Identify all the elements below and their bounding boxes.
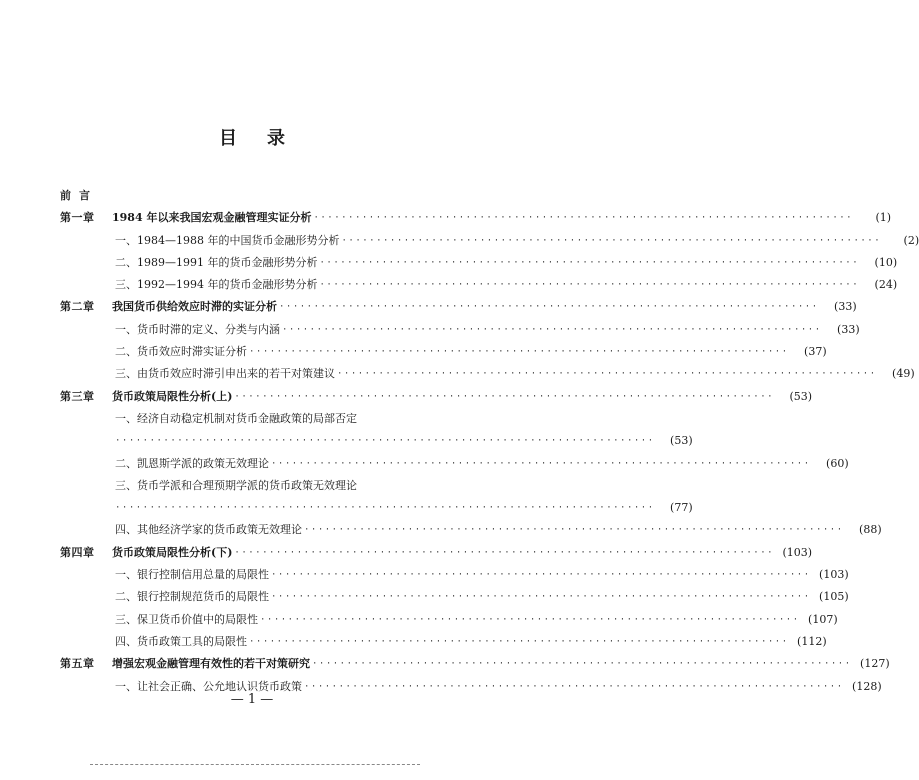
table-of-contents xyxy=(60,185,919,698)
section-title: 四、货币政策工具的局限性 xyxy=(115,634,247,648)
chapter-label: 第三章 xyxy=(60,389,95,403)
chapter-title: 增强宏观金融管理有效性的若干对策研究 xyxy=(112,657,310,671)
chapter-label: 第五章 xyxy=(60,657,95,671)
section-title: 二、银行控制规范货币的局限性 xyxy=(115,590,269,604)
page-ref: (77) xyxy=(670,501,693,515)
section-title: 一、银行控制信用总量的局限性 xyxy=(115,568,269,582)
dot-leader: ·············································································· xyxy=(337,369,877,380)
dot-leader: ·············································································· xyxy=(260,614,800,625)
page-ref: (2) xyxy=(903,233,919,247)
toc-entry xyxy=(60,497,693,519)
page-ref: (49) xyxy=(892,367,915,381)
chapter-title: 我国货币供给效应时滞的实证分析 xyxy=(112,300,277,314)
toc-entry xyxy=(60,252,898,274)
page-ref: (105) xyxy=(819,590,849,604)
dot-leader: ·············································································· xyxy=(319,257,860,268)
toc-entry xyxy=(60,475,438,497)
section-title: 二、货币效应时滞实证分析 xyxy=(115,345,247,359)
page-ref: (107) xyxy=(808,612,838,626)
dot-leader: ·············································································· xyxy=(279,302,819,313)
chapter-label: 第二章 xyxy=(60,300,95,314)
section-title: 三、货币学派和合理预期学派的货币政策无效理论 xyxy=(115,478,357,492)
toc-entry xyxy=(60,341,827,363)
page-ref: (103) xyxy=(782,545,813,559)
section-title: 二、凯恩斯学派的政策无效理论 xyxy=(115,456,269,470)
scan-edge-rule xyxy=(90,764,420,765)
page-ref: (127) xyxy=(860,657,890,671)
page-ref: (103) xyxy=(819,568,849,582)
preface-label: 前言 xyxy=(60,189,98,202)
toc-entry xyxy=(60,542,813,564)
section-title: 一、货币时滞的定义、分类与内涵 xyxy=(115,322,280,336)
section-title: 一、经济自动稳定机制对货币金融政策的局部否定 xyxy=(115,411,357,425)
section-title: 四、其他经济学家的货币政策无效理论 xyxy=(115,523,302,537)
page-title xyxy=(0,124,504,150)
dot-leader: ·············································································· xyxy=(319,280,860,291)
section-title: 三、由货币效应时滞引申出来的若干对策建议 xyxy=(115,367,335,381)
dot-leader: ·············································································· xyxy=(234,391,775,402)
toc-entry xyxy=(60,386,813,408)
page-ref: (33) xyxy=(834,300,857,314)
chapter-label: 第一章 xyxy=(60,211,95,225)
section-title: 三、1992—1994 年的货币金融形势分析 xyxy=(115,278,318,292)
dot-leader: ·············································································· xyxy=(341,235,882,246)
chapter-title: 货币政策局限性分析(下) xyxy=(112,545,233,559)
toc-entry xyxy=(60,363,915,385)
page-ref: (88) xyxy=(859,523,882,537)
dot-leader: ·············································································· xyxy=(304,681,844,692)
page-ref: (128) xyxy=(852,679,882,693)
dot-leader: ·············································································· xyxy=(271,592,811,603)
dot-leader: ·············································································· xyxy=(115,503,655,514)
toc-entry xyxy=(60,519,882,541)
chapter-title: 货币政策局限性分析(上) xyxy=(112,389,233,403)
title-char-1: 目 xyxy=(219,128,237,149)
dot-leader: ·············································································· xyxy=(249,636,789,647)
toc-entry xyxy=(60,631,827,653)
toc-entry xyxy=(60,230,919,252)
page-ref: (37) xyxy=(804,345,827,359)
dot-leader: ·············································································· xyxy=(271,570,811,581)
page-ref: (1) xyxy=(875,211,892,225)
dot-leader: ·············································································· xyxy=(234,547,775,558)
toc-entry xyxy=(60,185,438,207)
page-ref: (33) xyxy=(837,322,860,336)
page-ref: (60) xyxy=(826,456,849,470)
toc-entry xyxy=(60,319,860,341)
chapter-title: 1984 年以来我国宏观金融管理实证分析 xyxy=(112,211,312,225)
dot-leader: ·············································································· xyxy=(249,347,789,358)
toc-entry xyxy=(60,274,898,296)
section-title: 二、1989—1991 年的货币金融形势分析 xyxy=(115,255,318,269)
dot-leader: ·············································································· xyxy=(115,436,655,447)
toc-entry xyxy=(60,430,693,452)
dot-leader: ·············································································· xyxy=(313,213,854,224)
section-title: 一、1984—1988 年的中国货币金融形势分析 xyxy=(115,233,340,247)
toc-entry xyxy=(60,207,892,229)
dot-leader: ·············································································· xyxy=(271,458,811,469)
page-ref: (53) xyxy=(789,389,813,403)
title-char-2: 录 xyxy=(267,128,285,149)
toc-entry xyxy=(60,564,849,586)
page-ref: (53) xyxy=(670,434,693,448)
toc-entry xyxy=(60,408,438,430)
section-title: 一、让社会正确、公允地认识货币政策 xyxy=(115,679,302,693)
toc-entry xyxy=(60,453,849,475)
toc-entry xyxy=(60,653,890,675)
section-title: 三、保卫货币价值中的局限性 xyxy=(115,612,258,626)
page-ref: (112) xyxy=(797,634,827,648)
page-ref: (24) xyxy=(874,278,898,292)
toc-entry xyxy=(60,586,849,608)
page-ref: (10) xyxy=(874,255,898,269)
dot-leader: ·············································································· xyxy=(304,525,844,536)
chapter-label: 第四章 xyxy=(60,545,95,559)
toc-entry xyxy=(60,296,857,318)
dot-leader: ·············································································· xyxy=(312,659,852,670)
dot-leader: ·············································································· xyxy=(282,324,822,335)
page-number: — 1 — xyxy=(230,692,274,707)
toc-entry xyxy=(60,609,838,631)
